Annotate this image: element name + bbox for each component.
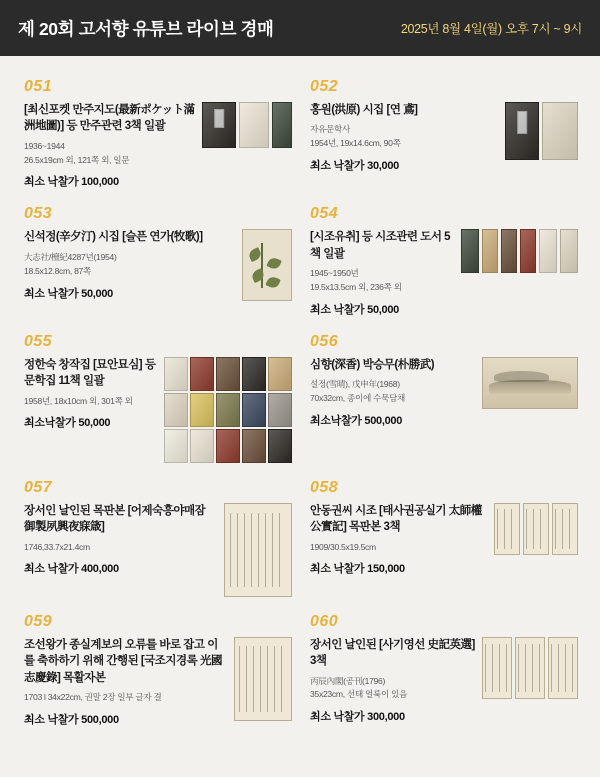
lot-item[interactable] [14,471,300,605]
lot-text-block [24,102,196,189]
book-thumbnail [272,102,292,148]
book-thumbnail [164,429,188,463]
lot-metadata-line: 1909/30.5x19.5cm [310,541,376,552]
lot-minimum-bid: 최소 낙찰가 50,000 [310,303,399,316]
lot-body [24,102,292,189]
lot-number: 054 [310,205,339,223]
ink-text-texture [239,646,286,712]
lot-title: 심향(深香) 박승무(朴勝武) [310,358,435,371]
lot-number: 053 [24,205,53,223]
lot-title: 홍원(洪原) 시집 [연 鳶] [310,104,418,116]
lot-image-group[interactable] [505,102,578,160]
book-thumbnail [242,357,266,391]
book-thumbnail [482,229,498,273]
lot-minimum-bid: 최소 낙찰가 300,000 [310,711,405,724]
lot-text-block [310,229,455,316]
book-thumbnail [242,429,266,463]
lot-text-block [24,229,236,300]
lot-item[interactable] [300,605,586,735]
lot-text-block [24,503,218,577]
lot-title: [시조유취] 등 시조관련 도서 5책 일괄 [310,231,451,260]
lot-image-group[interactable] [164,357,292,463]
lot-number: 052 [310,78,339,95]
lot-body [24,637,292,727]
woodblock-page-thumbnail [523,503,549,555]
lot-row [14,471,586,605]
lot-body [310,102,578,173]
lot-image-group[interactable] [482,637,578,699]
woodblock-page-thumbnail [515,637,545,699]
lot-metadata-line: 1945~1950년 [310,268,359,279]
lot-body [310,637,578,724]
lot-item[interactable] [300,471,586,605]
lot-metadata-line: 1954년, 19x14.6cm, 90쪽 [310,138,401,149]
lot-metadata-line: 1746,33.7x21.4cm [24,541,90,552]
page-title: 제 20회 고서향 유튜브 라이브 경매 [18,18,274,39]
book-label-patch [214,109,224,127]
lot-metadata-line: 18.5x12.8cm, 87쪽 [24,265,92,276]
book-thumbnail [242,393,266,427]
lot-metadata-line: 大志社/檀紀4287년(1954) [24,251,117,262]
ink-text-texture [551,644,575,692]
book-thumbnail [505,102,539,160]
ink-text-texture [518,644,542,692]
lot-text-block [24,357,158,431]
lot-image-group[interactable] [494,503,578,555]
woodblock-page-thumbnail [494,503,520,555]
book-thumbnail [190,357,214,391]
book-label-patch [517,111,527,135]
lot-text-block [310,637,476,724]
lot-image-group[interactable] [202,102,292,148]
woodblock-page-thumbnail [482,637,512,699]
woodblock-page-thumbnail [234,637,292,721]
lot-title: 조선왕가 종실계보의 오류를 바로 잡고 이를 축하하기 위해 간행된 [국조지경록 光國志慶錄] 목활자본 [24,638,222,684]
ink-text-texture [485,644,509,692]
lot-number: 051 [24,78,53,95]
ink-text-texture [497,509,517,549]
lot-text-block [310,357,476,428]
lot-title: 장서인 날인된 목판본 [어제숙흥야매잠 御製夙興夜寐箴] [24,504,206,534]
book-thumbnail [202,102,236,148]
lot-item[interactable] [300,325,586,471]
book-thumbnail [542,102,578,160]
lot-body [310,357,578,428]
lot-number: 060 [310,612,339,630]
book-thumbnail [501,229,517,273]
lot-minimum-bid: 최소 낙찰가 500,000 [24,713,119,726]
book-thumbnail [164,393,188,427]
book-thumbnail [539,229,557,273]
lot-item[interactable] [14,70,300,197]
lot-title: 장서인 날인된 [사기영선 史記英選] 3책 [310,638,475,668]
lot-minimum-bid: 최소 낙찰가 30,000 [310,160,399,173]
orchid-leaf [250,268,266,283]
lot-item[interactable] [14,605,300,735]
book-collection-thumbnail [164,357,292,463]
lot-minimum-bid: 최소낙찰가 500,000 [310,414,403,427]
orchid-stalk [261,243,263,288]
lot-item[interactable] [300,70,586,197]
lot-row [14,325,586,471]
book-thumbnail [164,357,188,391]
lot-minimum-bid: 최소 낙찰가 150,000 [310,563,405,576]
lot-image-group[interactable] [234,637,292,721]
page-header [0,0,600,56]
lot-body [24,229,292,301]
book-thumbnail [216,429,240,463]
lot-text-block [310,102,499,173]
lot-image-group[interactable] [224,503,292,597]
lot-image-group[interactable] [482,357,578,409]
lot-metadata-line: 1703 l 34x22cm, 권말 2장 일부 글자 결 [24,691,162,702]
lot-number: 056 [310,332,339,350]
ink-text-texture [555,509,575,549]
lot-image-group[interactable] [461,229,578,273]
lot-minimum-bid: 최소낙찰가 50,000 [24,417,111,430]
lot-number: 055 [24,332,53,350]
woodblock-page-thumbnail [548,637,578,699]
lot-item[interactable] [14,325,300,471]
lot-title: [최신포켓 만주지도(最新ポケット滿洲地圖)] 등 만주관련 3책 일괄 [24,104,195,133]
lot-metadata-line: 1936~1944 [24,140,65,151]
lot-metadata-line: 1958년, 18x10cm 외, 301쪽 외 [24,395,133,406]
lot-row [14,197,586,324]
ink-text-texture [526,509,546,549]
orchid-leaf [265,275,281,290]
lot-body [24,503,292,597]
orchid-leaf [266,256,282,271]
lot-item[interactable] [300,197,586,324]
lot-metadata-line: 70x32cm, 종이에 수묵담채 [310,393,406,404]
lot-number: 057 [24,478,53,496]
lot-metadata-line: 19.5x13.5cm 외, 236쪽 외 [310,281,402,292]
lot-metadata-line: 丙辰內閣(공刊(1796) [310,675,386,686]
lot-title: 신석정(辛夕汀) 시집 [슬픈 연가(牧歌)] [24,231,203,244]
lot-minimum-bid: 최소 낙찰가 400,000 [24,563,119,576]
book-thumbnail [239,102,269,148]
lot-body [310,229,578,316]
auction-datetime: 2025년 8월 4일(월) 오후 7시 ~ 9시 [400,22,582,36]
lot-text-block [24,637,228,727]
lot-number: 058 [310,478,339,496]
lot-grid [0,56,600,735]
book-thumbnail [520,229,536,273]
woodblock-page-thumbnail [552,503,578,555]
lot-text-block [310,503,488,577]
book-thumbnail [216,393,240,427]
lot-body [310,503,578,577]
lot-item[interactable] [14,197,300,324]
poetry-book-cover-thumbnail [242,229,292,301]
lot-metadata-line: 설정(雪晴), 戊申年(1968) [310,379,400,390]
lot-metadata-line: 자유문학사 [310,124,351,135]
ink-text-texture [230,513,285,587]
book-thumbnail [190,393,214,427]
book-thumbnail [190,429,214,463]
lot-image-group[interactable] [242,229,292,301]
book-thumbnail [268,429,292,463]
lot-minimum-bid: 최소 낙찰가 100,000 [24,176,119,189]
book-thumbnail [268,357,292,391]
woodblock-page-thumbnail [224,503,292,597]
lot-metadata-line: 26.5x19cm 외, 121쪽 외, 일문 [24,154,130,165]
book-thumbnail [216,357,240,391]
lot-title: 정한숙 창작집 [묘안묘심] 등 문학집 11책 일괄 [24,358,156,388]
lot-row [14,605,586,735]
lot-title: 안동권씨 시조 [태사권공실기 太師權公實記] 목판본 3책 [310,504,482,534]
lot-row [14,70,586,197]
painting-thumbnail [482,357,578,409]
book-thumbnail [461,229,479,273]
lot-body [24,357,292,463]
lot-minimum-bid: 최소 낙찰가 50,000 [24,287,113,300]
book-thumbnail [268,393,292,427]
book-thumbnail [560,229,578,273]
lot-metadata-line: 35x23cm, 선태 얼룩이 있음 [310,689,408,700]
lot-number: 059 [24,612,53,630]
